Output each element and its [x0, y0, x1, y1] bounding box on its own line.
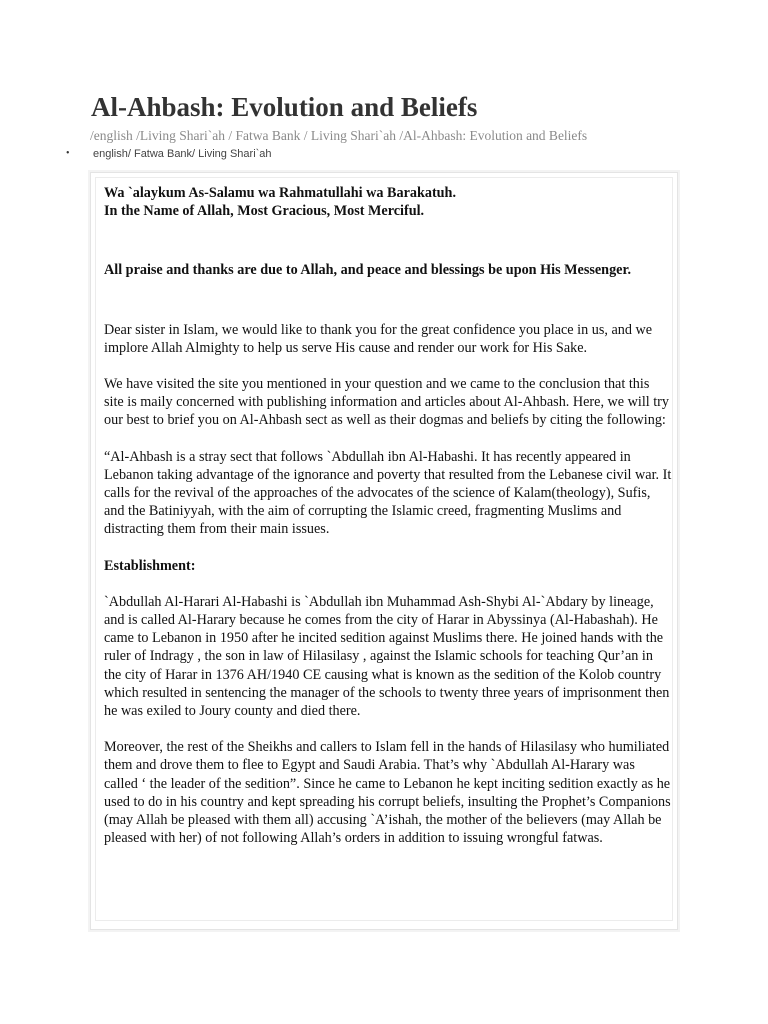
article-inner-frame	[95, 177, 673, 921]
paragraph-sheikhs: Moreover, the rest of the Sheikhs and callers to Islam fell in the hands of Hilasilasy who humiliated them and drove them to flee to Egypt and Saudi Arabia. That’s why `Abdullah Al-Harary was called ‘ the leader of the sedition”. Since he came to Lebanon he kept inciting sedition exactly as he used to do in his country and kept spreading his corrupt beliefs, insulting the Prophet’s Companions (may Allah be pleased with them all) accusing `A’ishah, the mother of the believers (may Allah be pleased with her) of not following Allah’s orders in addition to issuing wrongful fatwas.	[104, 739, 671, 847]
article-content	[104, 184, 672, 847]
praise-paragraph: All praise and thanks are due to Allah, and peace and blessings be upon His Messenger.	[104, 262, 632, 279]
heading-establishment: Establishment:	[104, 557, 196, 574]
page-title: Al-Ahbash: Evolution and Beliefs	[91, 92, 478, 122]
paragraph-founder: `Abdullah Al-Harari Al-Habashi is `Abdullah ibn Muhammad Ash-Shybi Al-`Abdary by lineage, and is called Al-Harary because he comes from the city of Harar in Abyssinya (Al-Habashah). He came to Lebanon in 1950 after he incited sedition against Muslims there. He joined hands with the ruler of Indragy , the son in law of Hilasilasy , against the Islamic schools for teaching Qur’an in the city of Harar in 1376 AH/1940 CE causing what is known as the sedition of the Kolob country which resulted in sentencing the manager of the schools to twenty three years of imprisonment then he was exiled to Joury county and died there.	[104, 593, 670, 720]
paragraph-thanks: Dear sister in Islam, we would like to thank you for the great confidence you place in us, and we implore Allah Almighty to help us serve His cause and render our work for His Sake.	[104, 321, 653, 356]
breadcrumb[interactable]: /english /Living Shari`ah / Fatwa Bank / Living Shari`ah /Al-Ahbash: Evolution and Beliefs	[90, 128, 588, 143]
greeting-line-1: Wa `alaykum As-Salamu wa Rahmatullahi wa Barakatuh.	[104, 185, 456, 201]
greeting-line-2: In the Name of Allah, Most Gracious, Most Merciful.	[104, 203, 425, 220]
article-box	[90, 172, 678, 930]
paragraph-site-visit: We have visited the site you mentioned in your question and we came to the conclusion that this site is maily concerned with publishing information and articles about Al-Ahbash. Here, we will try our best to brief you on Al-Ahbash sect as well as their dogmas and beliefs by citing the following:	[104, 376, 670, 429]
paragraph-sect-description: “Al-Ahbash is a stray sect that follows `Abdullah ibn Al-Habashi. It has recently appeared in Lebanon taking advantage of the ignorance and poverty that resulted from the Lebanese civil war. It calls for the revival of the approaches of the advocates of the science of Kalam(theology), Sufis, and the Batiniyyah, with the aim of corrupting the Islamic creed, fragmenting Muslims and distracting them from their main issues.	[104, 448, 672, 538]
bullet-icon: •	[66, 148, 70, 159]
category-link[interactable]: english/ Fatwa Bank/ Living Shari`ah	[93, 148, 272, 160]
